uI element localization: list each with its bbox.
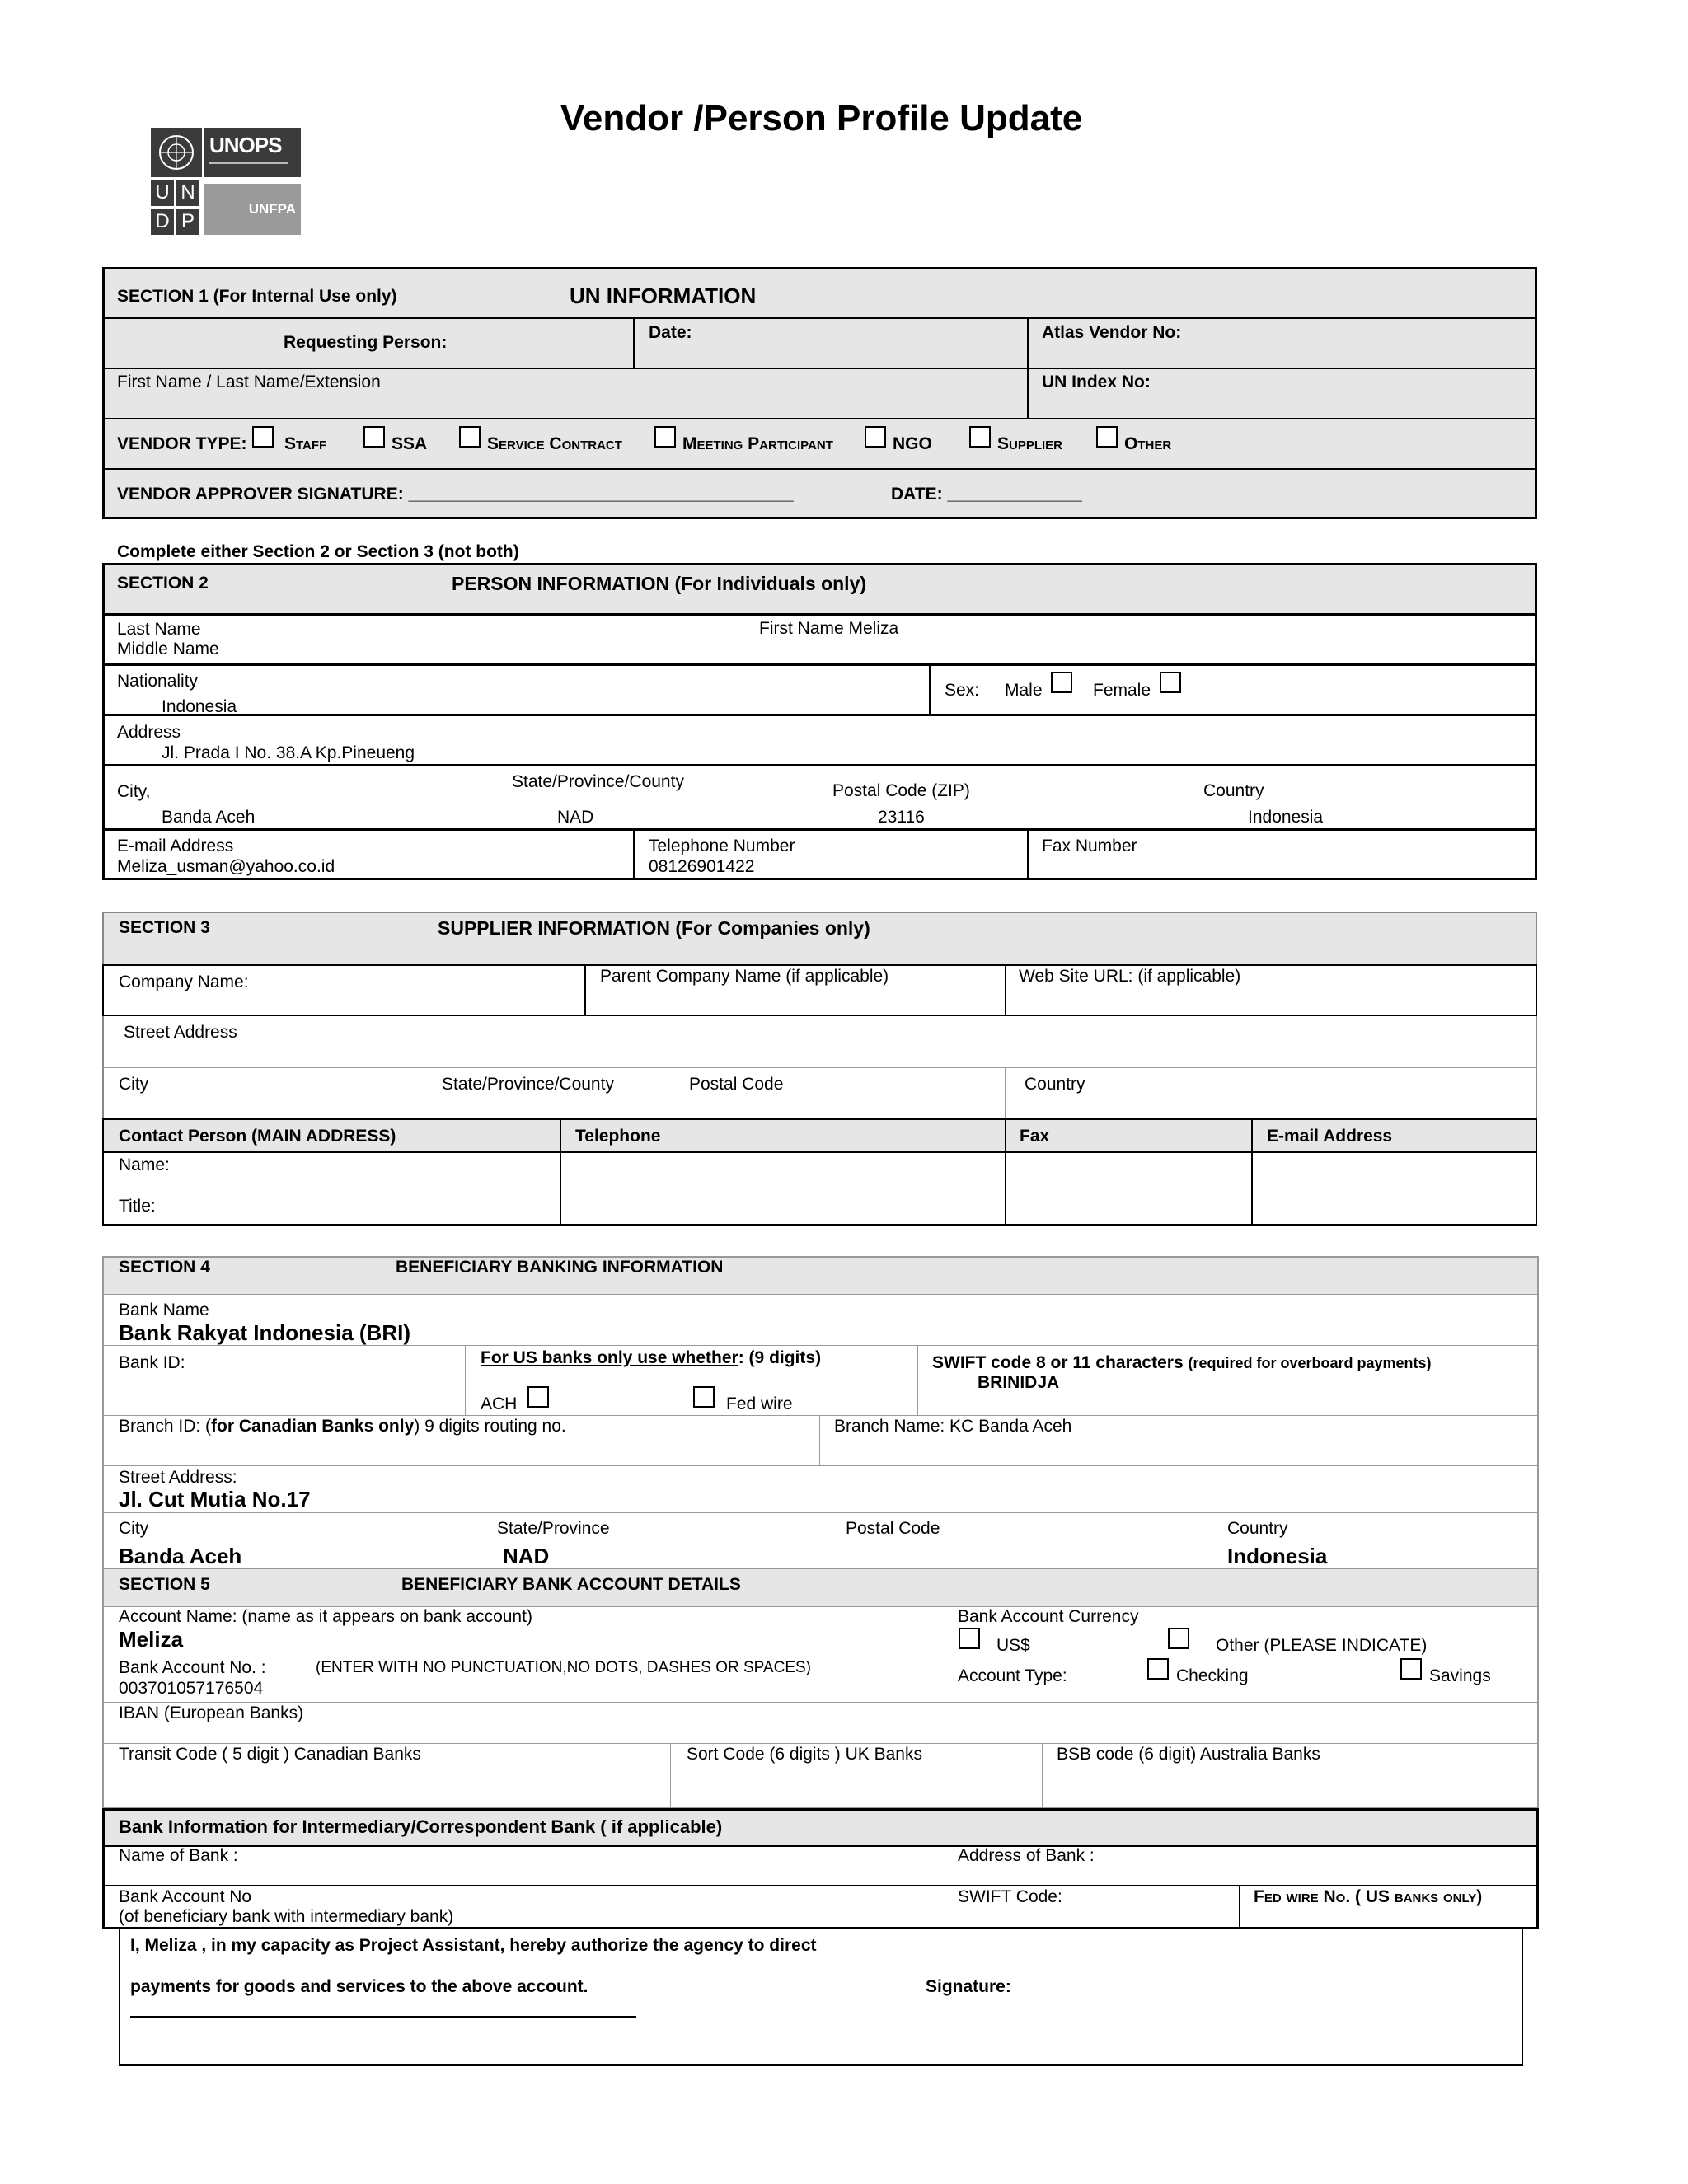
iban-label: IBAN (European Banks) (119, 1704, 304, 1722)
account-name-value[interactable]: Meliza (119, 1627, 184, 1652)
ach-checkbox[interactable] (528, 1386, 549, 1408)
intermediary-fed-wire-label: Fed wire No. ( US banks only) (1254, 1887, 1483, 1906)
swift-label: SWIFT code 8 or 11 characters (required for overboard payments) (932, 1353, 1432, 1372)
staff-checkbox[interactable] (252, 426, 274, 448)
bank-id-label: Bank ID: (119, 1353, 185, 1372)
supplier-postal-label: Postal Code (689, 1075, 784, 1094)
section1-label: SECTION 1 (For Internal Use only) (117, 287, 397, 306)
supplier-label: Supplier (997, 434, 1063, 453)
contact-person-header: Contact Person (MAIN ADDRESS) (119, 1127, 396, 1146)
ssa-checkbox[interactable] (363, 426, 385, 448)
last-name-label: Last Name (117, 620, 201, 639)
intermediary-account-no-label: Bank Account No (119, 1887, 252, 1906)
email-header: E-mail Address (1267, 1127, 1393, 1146)
un-index-no-label: UN Index No: (1042, 373, 1151, 391)
service-contract-label: Service Contract (487, 434, 622, 453)
fax-header: Fax (1020, 1127, 1050, 1146)
fed-wire-label: Fed wire (726, 1394, 793, 1413)
male-checkbox[interactable] (1051, 672, 1072, 693)
first-name-value[interactable]: First Name Meliza (759, 619, 899, 638)
bank-postal-label: Postal Code (846, 1519, 940, 1538)
ssa-label: SSA (392, 434, 428, 453)
address-of-bank-label: Address of Bank : (958, 1846, 1095, 1865)
other-label: Other (1124, 434, 1172, 453)
account-no-label: Bank Account No. : (119, 1658, 266, 1677)
fed-wire-checkbox[interactable] (693, 1386, 715, 1408)
address-label: Address (117, 723, 181, 742)
male-label: Male (1005, 681, 1043, 700)
section3-label: SECTION 3 (119, 918, 210, 937)
page-title: Vendor /Person Profile Update (560, 98, 1083, 138)
sort-code-label: Sort Code (6 digits ) UK Banks (687, 1745, 922, 1764)
checking-checkbox[interactable] (1147, 1658, 1169, 1680)
phone-value[interactable]: 08126901422 (649, 857, 755, 876)
bank-country-value[interactable]: Indonesia (1227, 1544, 1328, 1568)
city-label: City, (117, 782, 151, 801)
branch-name-value[interactable]: Branch Name: KC Banda Aceh (834, 1417, 1072, 1436)
nationality-value[interactable]: Indonesia (162, 697, 237, 716)
savings-label: Savings (1429, 1666, 1491, 1685)
female-label: Female (1093, 681, 1151, 700)
ngo-checkbox[interactable] (865, 426, 886, 448)
meeting-participant-label: Meeting Participant (682, 434, 833, 453)
middle-name-label: Middle Name (117, 640, 219, 658)
section5-label: SECTION 5 (119, 1575, 210, 1594)
bank-state-label: State/Province (497, 1519, 610, 1538)
branch-id-label: Branch ID: (for Canadian Banks only) 9 digits routing no. (119, 1417, 566, 1436)
section3-heading: SUPPLIER INFORMATION (For Companies only) (438, 917, 870, 939)
account-no-value[interactable]: 003701057176504 (119, 1679, 264, 1698)
supplier-city-label: City (119, 1075, 149, 1094)
account-name-label: Account Name: (name as it appears on bank account) (119, 1607, 532, 1626)
unfpa-logo: UNFPA (204, 184, 301, 235)
phone-label: Telephone Number (649, 837, 795, 855)
undp-letter-u: U (151, 180, 174, 206)
bank-state-value[interactable]: NAD (503, 1544, 550, 1568)
currency-label: Bank Account Currency (958, 1607, 1139, 1626)
approver-signature-line[interactable]: VENDOR APPROVER SIGNATURE: ________________________________________ (117, 485, 794, 504)
ngo-label: NGO (893, 434, 932, 453)
nationality-label: Nationality (117, 672, 199, 691)
undp-letter-p: P (176, 209, 199, 235)
atlas-vendor-no-label: Atlas Vendor No: (1042, 323, 1182, 342)
postal-label: Postal Code (ZIP) (832, 781, 970, 800)
bank-country-label: Country (1227, 1519, 1288, 1538)
street-address-label: Street Address (124, 1023, 237, 1042)
supplier-country-label: Country (1025, 1075, 1085, 1094)
postal-value[interactable]: 23116 (878, 808, 925, 827)
signature-field[interactable] (1022, 1966, 1484, 2015)
signature-label: Signature: (926, 1977, 1011, 1996)
contact-name-label: Name: (119, 1155, 170, 1174)
section4-label: SECTION 4 (119, 1258, 210, 1277)
website-label: Web Site URL: (if applicable) (1019, 967, 1241, 986)
contact-title-label: Title: (119, 1197, 156, 1216)
parent-company-label: Parent Company Name (if applicable) (600, 967, 889, 986)
first-last-ext-label: First Name / Last Name/Extension (117, 373, 381, 391)
sex-label: Sex: (945, 681, 980, 700)
bank-city-label: City (119, 1519, 149, 1538)
section2-label: SECTION 2 (117, 574, 209, 593)
us-banks-label: For US banks only use whether: (9 digits) (481, 1348, 822, 1367)
name-of-bank-label: Name of Bank : (119, 1846, 238, 1865)
section5-heading: BENEFICIARY BANK ACCOUNT DETAILS (401, 1575, 741, 1594)
requesting-person-label: Requesting Person: (284, 333, 448, 352)
country-value[interactable]: Indonesia (1248, 808, 1324, 827)
staff-label: Staff (284, 434, 327, 453)
undp-letter-n: N (176, 180, 199, 206)
company-name-label: Company Name: (119, 972, 249, 991)
other-currency-checkbox[interactable] (1168, 1628, 1189, 1649)
service-contract-checkbox[interactable] (459, 426, 481, 448)
bank-name-label: Bank Name (119, 1301, 209, 1319)
bank-name-value[interactable]: Bank Rakyat Indonesia (BRI) (119, 1320, 410, 1345)
section4-box (102, 1256, 1539, 1569)
telephone-header: Telephone (575, 1127, 661, 1146)
female-checkbox[interactable] (1160, 672, 1181, 693)
supplier-state-label: State/Province/County (442, 1075, 614, 1094)
checking-label: Checking (1176, 1666, 1249, 1685)
intermediary-swift-label: SWIFT Code: (958, 1887, 1062, 1906)
savings-checkbox[interactable] (1400, 1658, 1422, 1680)
account-type-label: Account Type: (958, 1666, 1067, 1685)
address-value[interactable]: Jl. Prada I No. 38.A Kp.Pineueng (162, 743, 415, 762)
bank-street-value[interactable]: Jl. Cut Mutia No.17 (119, 1487, 311, 1511)
bank-city-value[interactable]: Banda Aceh (119, 1544, 242, 1568)
other-checkbox[interactable] (1096, 426, 1118, 448)
authorization-line2: payments for goods and services to the above account. (130, 1977, 588, 1996)
state-label: State/Province/County (512, 772, 684, 791)
transit-code-label: Transit Code ( 5 digit ) Canadian Banks (119, 1745, 421, 1764)
section4-heading: BENEFICIARY BANKING INFORMATION (396, 1258, 724, 1277)
country-label: Country (1203, 781, 1264, 800)
section2-heading: PERSON INFORMATION (For Individuals only) (452, 573, 867, 594)
un-agencies-logo (151, 128, 301, 235)
bsb-code-label: BSB code (6 digit) Australia Banks (1057, 1745, 1320, 1764)
bank-street-label: Street Address: (119, 1468, 237, 1487)
supplier-checkbox[interactable] (969, 426, 991, 448)
email-value[interactable]: Meliza_usman@yahoo.co.id (117, 857, 335, 876)
account-no-note: (ENTER WITH NO PUNCTUATION,NO DOTS, DASHES OR SPACES) (316, 1659, 811, 1676)
approver-date-line[interactable]: DATE: ______________ (891, 485, 1082, 504)
email-label: E-mail Address (117, 837, 234, 855)
unops-logo: UNOPS (204, 128, 301, 177)
other-currency-label: Other (PLEASE INDICATE) (1216, 1636, 1428, 1655)
city-value[interactable]: Banda Aceh (162, 808, 256, 827)
ach-label: ACH (481, 1394, 518, 1413)
vendor-type-label: VENDOR TYPE: (117, 434, 247, 453)
undp-letter-d: D (151, 209, 174, 235)
usd-label: US$ (996, 1636, 1030, 1655)
swift-value[interactable]: BRINIDJA (978, 1373, 1060, 1392)
fax-label: Fax Number (1042, 837, 1137, 855)
un-emblem-icon (151, 128, 202, 177)
section1-heading: UN INFORMATION (570, 284, 757, 308)
intermediary-heading: Bank Information for Intermediary/Correspondent Bank ( if applicable) (119, 1816, 723, 1837)
meeting-participant-checkbox[interactable] (654, 426, 676, 448)
authorization-line1: I, Meliza , in my capacity as Project Assistant, hereby authorize the agency to direct (130, 1936, 817, 1955)
authorization-underline[interactable] (130, 2016, 636, 2018)
date-label: Date: (649, 323, 692, 342)
usd-checkbox[interactable] (959, 1628, 980, 1649)
state-value[interactable]: NAD (557, 808, 594, 827)
complete-note: Complete either Section 2 or Section 3 (not both) (117, 542, 519, 561)
intermediary-account-no-note: (of beneficiary bank with intermediary bank) (119, 1907, 454, 1926)
